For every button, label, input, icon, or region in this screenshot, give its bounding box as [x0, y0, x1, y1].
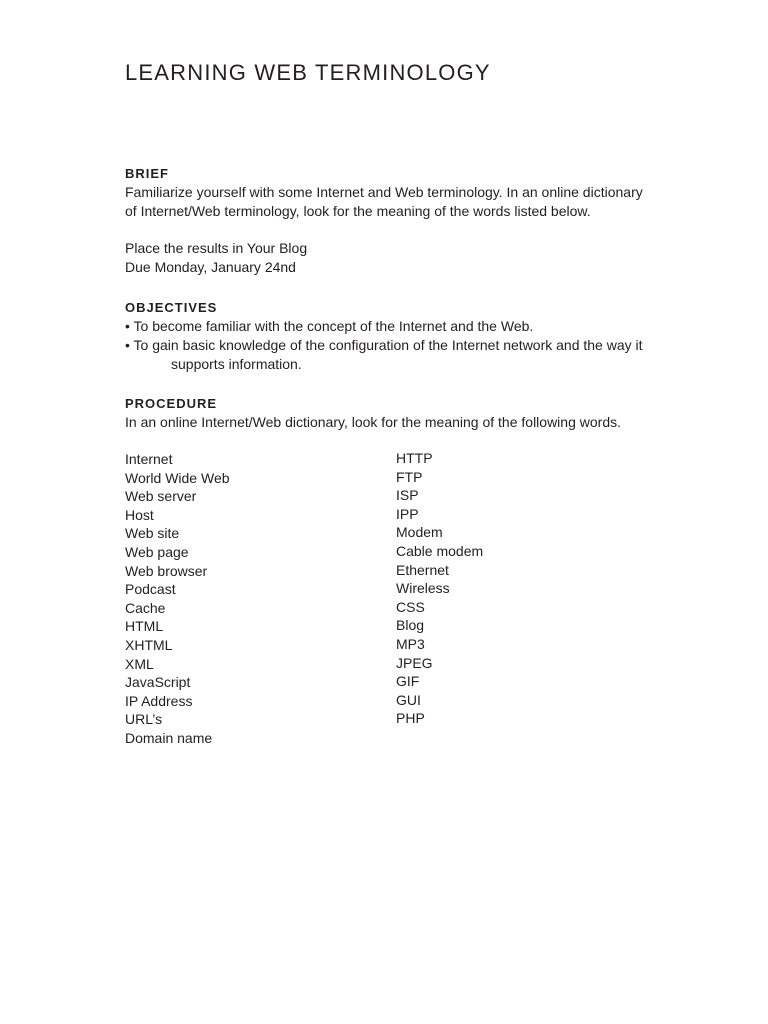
- procedure-heading: PROCEDURE: [125, 396, 218, 411]
- objective-bullet-2-continued: supports information.: [171, 356, 302, 372]
- terms-list-right: [396, 449, 483, 728]
- term-item: HTTP: [396, 450, 433, 466]
- term-item: FTP: [396, 468, 423, 485]
- term-item: Cable modem: [396, 542, 484, 559]
- procedure-section: [125, 394, 685, 432]
- objective-bullet-2: • To gain basic knowledge of the configuration of the Internet network and the way it: [125, 337, 643, 353]
- term-item: Blog: [396, 617, 425, 634]
- term-item: IP Address: [125, 692, 193, 709]
- term-item: Podcast: [125, 581, 176, 598]
- term-item: HTML: [125, 618, 164, 635]
- objectives-section: [125, 298, 685, 374]
- term-item: Host: [125, 506, 154, 523]
- term-item: CSS: [396, 598, 425, 615]
- term-item: Modem: [396, 524, 443, 541]
- term-item: XHTML: [125, 636, 173, 653]
- term-item: Web site: [125, 525, 180, 542]
- brief-line-1: Familiarize yourself with some Internet and Web terminology. In an online dictionary: [125, 184, 643, 200]
- term-item: Domain name: [125, 729, 213, 746]
- term-item: XML: [125, 655, 154, 672]
- term-item: IPP: [396, 505, 419, 522]
- procedure-line-1: In an online Internet/Web dictionary, look for the meaning of the following words.: [125, 414, 621, 430]
- brief-line-4: Due Monday, January 24nd: [125, 259, 296, 275]
- term-item: Ethernet: [396, 561, 449, 578]
- terms-list-left: [125, 450, 230, 748]
- term-item: Internet: [125, 451, 173, 467]
- term-item: PHP: [396, 710, 425, 727]
- term-item: URL’s: [125, 711, 163, 728]
- term-item: Web browser: [125, 562, 208, 579]
- term-item: Cache: [125, 599, 166, 616]
- page-title: LEARNING WEB TERMINOLOGY: [125, 60, 491, 85]
- term-item: World Wide Web: [125, 469, 230, 486]
- objective-bullet-1: • To become familiar with the concept of the Internet and the Web.: [125, 318, 534, 334]
- term-item: MP3: [396, 635, 425, 652]
- brief-heading: BRIEF: [125, 166, 169, 181]
- term-item: ISP: [396, 487, 419, 504]
- term-item: Web server: [125, 488, 197, 505]
- term-item: GIF: [396, 673, 420, 690]
- term-item: Wireless: [396, 580, 450, 597]
- term-item: GUI: [396, 691, 421, 708]
- objectives-heading: OBJECTIVES: [125, 300, 218, 315]
- spacer: [125, 221, 685, 239]
- brief-line-3: Place the results in Your Blog: [125, 240, 308, 256]
- brief-line-2: of Internet/Web terminology, look for the meaning of the words listed below.: [125, 203, 591, 219]
- brief-section: [125, 164, 685, 277]
- term-item: JPEG: [396, 654, 433, 671]
- term-item: Web page: [125, 543, 189, 560]
- term-item: JavaScript: [125, 674, 191, 691]
